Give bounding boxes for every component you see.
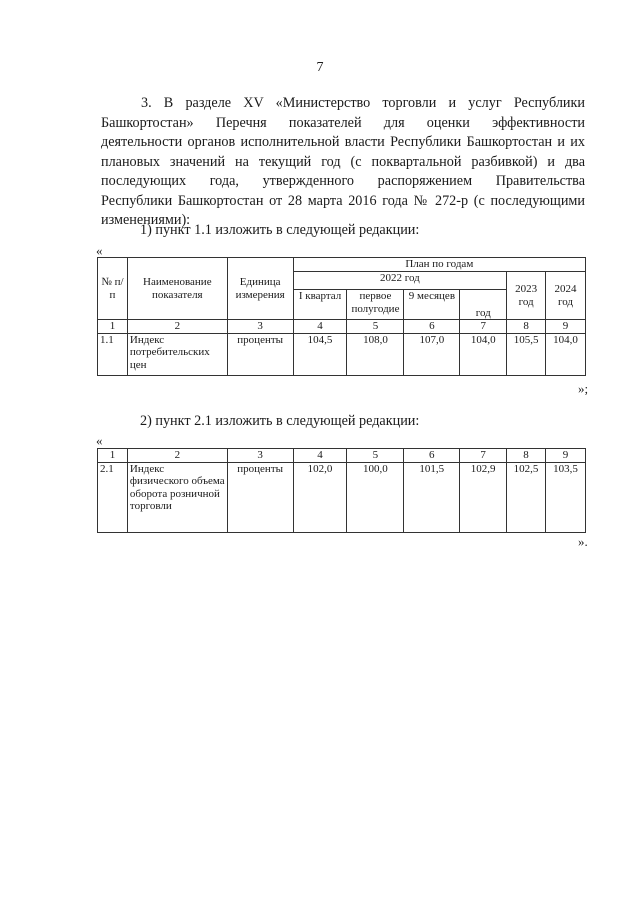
col-num: 5 [347,320,404,334]
header-2023: 2023 год [507,272,546,320]
header-num: № п/п [98,258,128,320]
header-9m: 9 месяцев [404,290,460,320]
item1-table [97,257,586,376]
row-value: 102,9 [460,462,507,532]
header-name: Наименование показателя [127,258,227,320]
item2-text: 2) пункт 2.1 изложить в следующей редакции: [140,413,420,429]
row-value: 101,5 [404,462,460,532]
col-num: 8 [507,320,546,334]
col-num: 8 [507,449,546,463]
intro-line: плановых значений на текущий год (с поквартальной разбивкой) и два [101,153,585,170]
row-value: 102,5 [507,462,546,532]
row-value: 103,5 [545,462,585,532]
page-number: 7 [316,60,324,75]
col-num: 1 [98,320,128,334]
item1-close-quote: »; [578,381,589,396]
col-num: 6 [404,449,460,463]
col-num: 2 [127,449,227,463]
col-num: 9 [546,320,586,334]
col-num: 3 [227,449,293,463]
intro-line: последующих года, утвержденного распоряжением Правительства [101,173,585,189]
item1-open-quote: « [96,243,103,258]
col-num: 3 [227,320,293,334]
header-2024: 2024 год [546,272,586,320]
intro-line: изменениями): [101,212,191,228]
header-year: год [460,290,507,320]
row-value: 104,0 [460,333,507,375]
intro-line: 3. В разделе XV «Министерство торговли и услуг Республики [141,95,585,111]
row-num: 1.1 [98,333,128,375]
item2-close-quote: ». [578,534,588,549]
intro-line: деятельности органов исполнительной власти Республики Башкортостан и их [101,134,585,150]
intro-paragraph [101,94,585,231]
item2-table [97,448,586,533]
row-indicator: Индекс потребительских цен [127,333,227,375]
header-2022: 2022 год [293,272,507,290]
row-value: 100,0 [347,462,404,532]
row-value: 105,5 [507,333,546,375]
row-num: 2.1 [98,462,128,532]
row-value: 104,0 [546,333,586,375]
header-unit: Единица измерения [227,258,293,320]
header-q1: I квартал [293,290,347,320]
col-num: 7 [460,320,507,334]
row-indicator: Индекс физического объема оборота розничной торговли [127,462,227,532]
row-value: 108,0 [347,333,404,375]
col-num: 2 [127,320,227,334]
col-num: 1 [98,449,128,463]
col-num: 5 [347,449,404,463]
intro-line: Башкортостан» Перечня показателей для оценки эффективности [101,114,585,131]
col-num: 4 [293,449,347,463]
row-unit: проценты [227,462,293,532]
col-num: 6 [404,320,460,334]
col-num: 7 [460,449,507,463]
header-half: первое полугодие [347,290,404,320]
item1-text: 1) пункт 1.1 изложить в следующей редакции: [140,222,420,238]
intro-line: Республики Башкортостан от 28 марта 2016 года № 272-р (с последующими [101,192,585,209]
header-plan: План по годам [293,258,585,272]
col-num: 9 [545,449,585,463]
row-value: 104,5 [293,333,347,375]
row-value: 102,0 [293,462,347,532]
item2-open-quote: « [96,433,103,448]
row-value: 107,0 [404,333,460,375]
col-num: 4 [293,320,347,334]
row-unit: проценты [227,333,293,375]
